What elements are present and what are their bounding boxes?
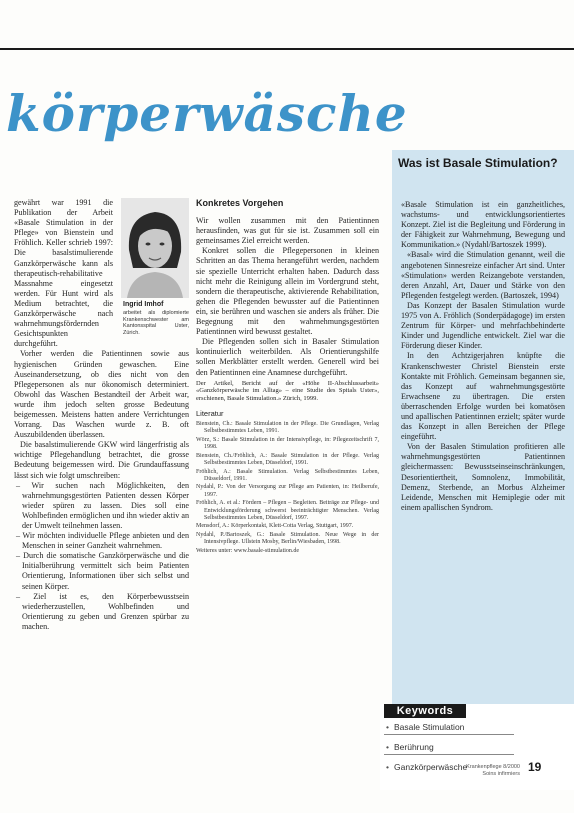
reference-item: Fröhlich, A. et al.: Fördern – Pflegen – Begleiten. Beiträge zur Pflege- und Entwicklungsförderung schwerst beeinträchtigter Menschen. Verlag Selbstbestimmtes Leben, Düsseldorf, 1997. bbox=[196, 500, 379, 521]
keyword-text: Ganzkörperwäsche bbox=[394, 762, 468, 772]
paragraph: Das Konzept der Basalen Stimulation wurde 1975 von A. Fröhlich (Sonderpädagoge) im ersten Zentrum für Körper- und mehrfachbehinderte Kinder und Jugendliche entwickelt. Ziel war die Förderung dieser Kinder. bbox=[401, 300, 565, 351]
reference-item: Nydahl, P./Bartoszek, G.: Basale Stimulation. Neue Wege in der Intensivpflege. Ullstein Mosby, Berlin/Wiesbaden, 1998. bbox=[196, 531, 379, 546]
journal-info: Krankenpflege 8/2000 Soins infirmiers bbox=[466, 764, 520, 777]
reference-item: Fröhlich, A.: Basale Stimulation. Verlag Selbstbestimmtes Leben, Düsseldorf, 1991. bbox=[196, 468, 379, 482]
bullet-icon: • bbox=[386, 722, 389, 732]
bullet-list bbox=[14, 481, 189, 632]
paragraph: «Basale Stimulation ist ein ganzheitliches, wachstums- und entwicklungsorientiertes Konzept. Ziel ist die Begleitung und Förderung in der Fähigkeit zur Wahrnehmung, Bewegung und Kommunikation.» (Nydahl/Bartoszek 1999). bbox=[401, 200, 565, 250]
reference-item: Mensdorf, A.: Körperkontakt, Klett-Cotta Verlag, Stuttgart, 1997. bbox=[196, 523, 354, 530]
paragraph: Die basalstimulierende GKW wird längerfristig als wichtige Pflegehandlung betrachtet, die grosse Bedeutung beigemessen wird. Die Grundauffassung lässt sich wie folgt umschreiben: bbox=[14, 440, 189, 480]
page-number: 19 bbox=[528, 760, 542, 774]
sidebar-title: Was ist Basale Stimulation? bbox=[398, 156, 558, 170]
paragraph: Konkret sollen die Pflegepersonen in kleinen Schritten an das Thema herangeführt werden, nachdem sie spezielle Unterricht erhalten haben. Dadurch dass nicht mehr die Reinigung allein im Vordergrund steht, sondern die therapeutische, aktivierende Rehabilitation, gehen die Pflegenden bewusster auf die Patientinnen ein, sie berühren und waschen sie anders als früher. Die Begegnung mit den wahrnehmungsgestörten Patientinnen wird bewusst gestaltet. bbox=[196, 246, 379, 337]
reference-item: Bienstein, Ch./Fröhlich, A.: Basale Stimulation in der Pflege. Verlag Selbstbestimmtes Leben, Düsseldorf, 1991. bbox=[196, 452, 379, 467]
list-item: – Wir suchen nach Möglichkeiten, den wahrnehmungsgestörten Patienten dessen Körper wieder spüren zu lassen. Dies soll eine Wohlbefinden ermöglichen und ihn wieder aktiv an der Umwelt teilnehmen lassen. bbox=[16, 480, 189, 530]
paragraph: «Basal» wird die Stimulation genannt, weil die angebotenen Sinnesreize einfacher Art sind. Unter «Stimulation» werden Reizangebote verstanden, deren Anzahl, Art, Dauer und Stärke von den Pflegenden festgelegt werden. (Bartoszek, 1994) bbox=[401, 250, 565, 300]
paragraph: Die Pflegenden sollen sich in Basaler Stimulation kontinuierlich weiterbilden. Als Orientierungshilfe sollen Merkblätter erstellt werden. Generell wird bei den Patientinnen eine Anamnese durchgeführt. bbox=[196, 337, 379, 377]
article-note: Der Artikel, Bericht auf der «Höhe II-Abschlussarbeit» «Ganzkörperwäsche im Alltag» – eine Studie des Spitals Uster», erschienen, Basale Stimulation.» Zürich, 1999. bbox=[196, 379, 379, 403]
author-name: Ingrid Imhof bbox=[123, 301, 164, 308]
keywords-heading: Keywords bbox=[384, 704, 466, 718]
keyword-item bbox=[386, 722, 467, 732]
page-title: körperwäsche bbox=[6, 84, 408, 143]
list-item: – Durch die somatische Ganzkörperwäsche und die Initialberührung vermittelt sich beim Patienten Orientierung, Informationen über sich selbst und seinen Körper. bbox=[16, 551, 189, 591]
keyword-text: Berührung bbox=[394, 742, 434, 752]
list-item: – Ziel ist es, den Körperbewusstsein wiederherzustellen, Wohlbefinden und Orientierung zu geben und Grenzen spürbar zu machen. bbox=[16, 591, 189, 631]
bullet-icon: • bbox=[386, 762, 389, 772]
paragraph: Vorher werden die Patientinnen sowie aus hygienischen Gründen gewaschen. Eine Auseinandersetzung, ob dies nicht von den Pflegepersonen als nur ökonomisch determiniert. Obwohl das Waschen Bestandteil der Arbeit war, wurde ihm jedoch selten grosse Bedeutung beigemessen. Meistens hatten andere Verrichtungen Vorrang. Das Waschen wurde z. B. oft Auszubildenden überlassen. bbox=[14, 349, 189, 440]
reference-item: Wörz, S.: Basale Stimulation in der Intensivpflege, in: Pflegezeitschrift 7, 1998. bbox=[196, 436, 379, 451]
paragraph: In den Achtzigerjahren knüpfte die Krankenschwester Christel Bienstein erste Kontakte mit Fröhlich. Gemeinsam begannen sie, das Konzept auf wahrnehmungsgestörte Erwachsene zu übertragen. Die ersten überraschenden Erfolge wurden bei komatösen und apallischen Patientinnen erzielt; später wurde das Konzept in allen Bereichen der Pflege eingeführt. bbox=[401, 351, 565, 442]
section-heading: Konkretes Vorgehen bbox=[196, 198, 284, 208]
author-figure bbox=[117, 198, 189, 336]
keyword-divider bbox=[384, 754, 514, 755]
author-caption: arbeitet als diplomierte Krankenschwester am Kantonsspital Uster, Zürich. bbox=[123, 310, 189, 336]
paragraph: Wir wollen zusammen mit den Patientinnen herausfinden, was gut für sie ist. Zusammen soll ein gemeinsames Ziel erreicht werden. bbox=[196, 216, 379, 246]
reference-item: Bienstein, Ch.: Basale Stimulation in der Pflege. Die Grundlagen, Verlag Selbstbestimmtes Leben, 1991. bbox=[196, 421, 379, 435]
column-left bbox=[14, 198, 189, 718]
keyword-item bbox=[386, 742, 467, 752]
top-rule bbox=[0, 48, 574, 50]
paragraph: gewährt war 1991 die Publikation der Arbeit «Basale Stimulation in der Pflege» von Bienstein und Fröhlich. Keller schrieb 1997: Die basalstimulierende Ganzkörperwäsche kann als therapeutisch-rehabilitative Massnahme eingesetzt werden. Für Hunt wird als Medium betrachtet, die Ganzkörperwäsche nach wahrnehmungsfördernden Gesichtspunkten durchgeführt. bbox=[14, 198, 113, 349]
list-item: – Wir möchten individuelle Pflege anbieten und den Menschen in seiner Ganzheit wahrnehmen. bbox=[16, 531, 189, 551]
author-photo bbox=[121, 198, 189, 298]
sidebar-box bbox=[392, 190, 574, 720]
keyword-divider bbox=[384, 734, 514, 735]
paragraph: Von der Basalen Stimulation profitieren alle wahrnehmungsgestörten Patientinnen gleichermassen: Bewusstseinseinschränkungen, Desorientiertheit, Somnolenz, Immobilität, Demenz, Sterbende, an Morbus Alzheimer Leidende, Menschen mit Hemiplegie oder mit einem apallischen Syndrom. bbox=[401, 442, 565, 512]
column-middle bbox=[196, 198, 379, 738]
keyword-text: Basale Stimulation bbox=[394, 722, 465, 732]
reference-item: Weiteres unter: www.basale-stimulation.de bbox=[196, 547, 300, 554]
bullet-icon: • bbox=[386, 742, 389, 752]
literature-heading: Literatur bbox=[196, 408, 224, 418]
reference-item: Nydahl, P.: Von der Versorgung zur Pflege am Patienten, in: Heilberufe, 1997. bbox=[196, 484, 379, 498]
reference-list bbox=[196, 421, 379, 555]
